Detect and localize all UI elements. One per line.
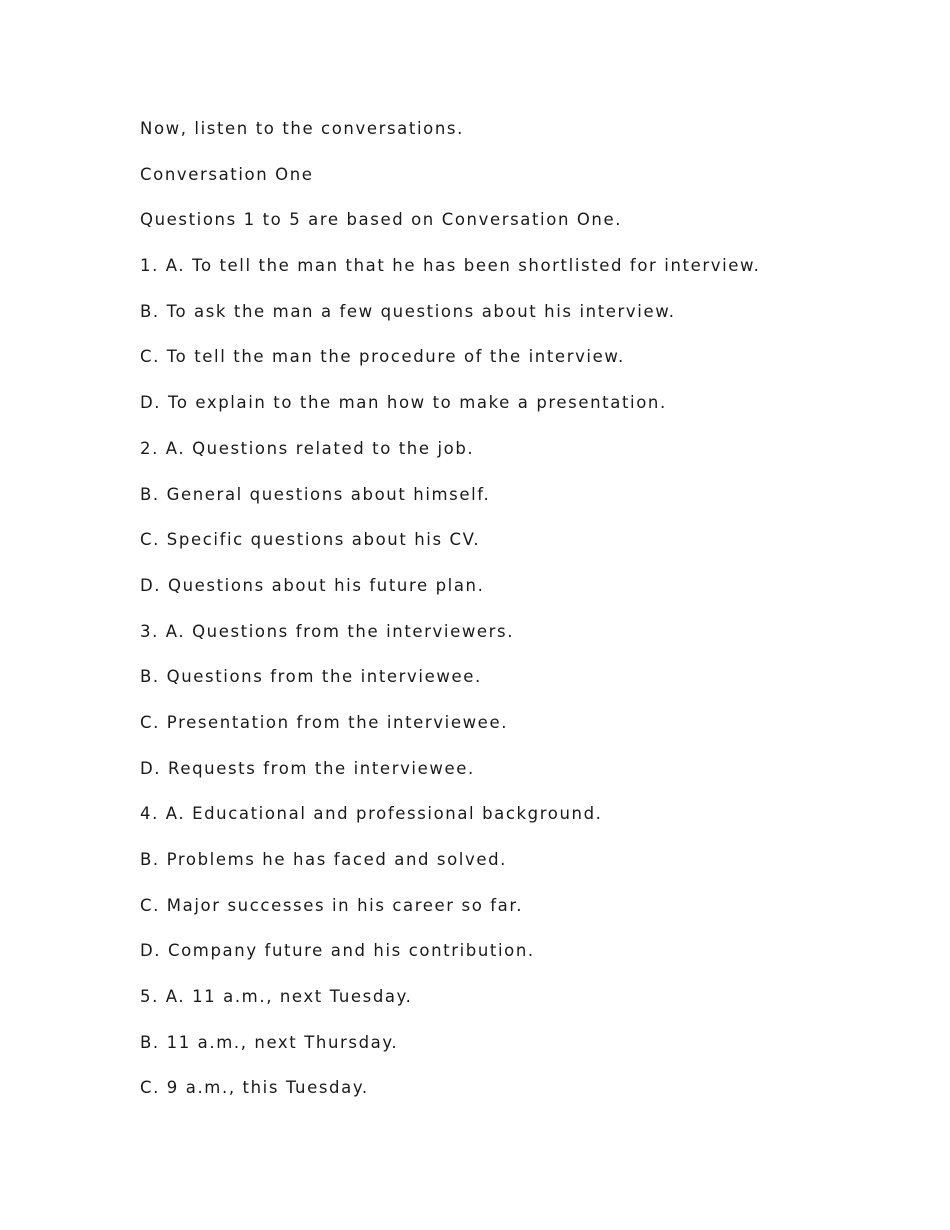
- q2-option-a: 2. A. Questions related to the job.: [140, 438, 475, 458]
- section-heading: Conversation One: [140, 164, 314, 184]
- q5-option-c: C. 9 a.m., this Tuesday.: [140, 1078, 369, 1098]
- q2-option-c: C. Specific questions about his CV.: [140, 530, 481, 550]
- q1-option-c: C. To tell the man the procedure of the interview.: [140, 347, 625, 367]
- q1-option-d: D. To explain to the man how to make a presentation.: [140, 393, 667, 413]
- q2-option-d: D. Questions about his future plan.: [140, 575, 485, 595]
- q4-option-b: B. Problems he has faced and solved.: [140, 850, 508, 869]
- questions-instruction: Questions 1 to 5 are based on Conversation One.: [140, 210, 623, 230]
- intro-instruction: Now, listen to the conversations.: [140, 119, 464, 138]
- q5-option-b: B. 11 a.m., next Thursday.: [140, 1032, 399, 1052]
- q1-option-a: 1. A. To tell the man that he has been shortlisted for interview.: [140, 256, 761, 276]
- q4-option-d: D. Company future and his contribution.: [140, 941, 535, 961]
- q5-option-a: 5. A. 11 a.m., next Tuesday.: [140, 987, 413, 1007]
- q3-option-a: 3. A. Questions from the interviewers.: [140, 621, 515, 641]
- q3-option-c: C. Presentation from the interviewee.: [140, 712, 509, 732]
- document-body: [140, 116, 900, 1121]
- q1-option-b: B. To ask the man a few questions about his interview.: [140, 301, 676, 321]
- q4-option-c: C. Major successes in his career so far.: [140, 895, 524, 915]
- q3-option-b: B. Questions from the interviewee.: [140, 667, 482, 687]
- q3-option-d: D. Requests from the interviewee.: [140, 758, 475, 778]
- q4-option-a: 4. A. Educational and professional background.: [140, 804, 603, 824]
- q2-option-b: B. General questions about himself.: [140, 484, 491, 504]
